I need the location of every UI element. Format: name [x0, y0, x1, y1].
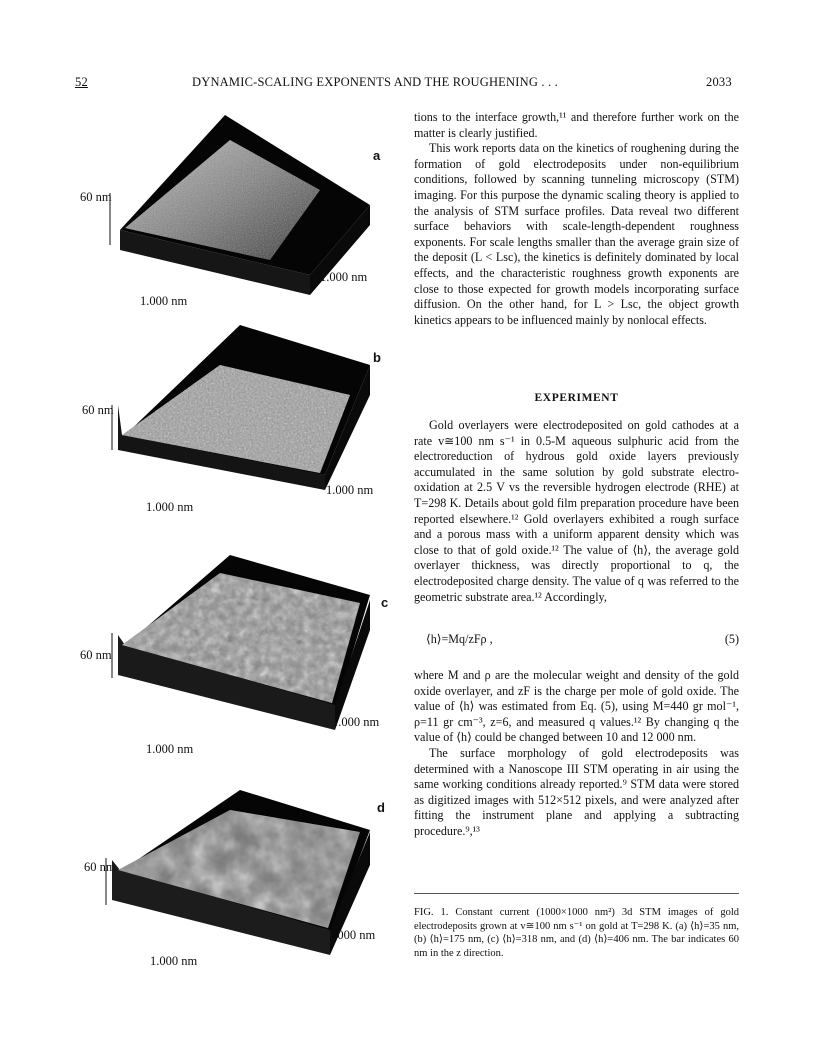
equation-number: (5) — [724, 632, 739, 646]
panel-letter-b: b — [373, 350, 381, 365]
section-heading: EXPERIMENT — [534, 392, 619, 404]
y-scale-label-d: 1.000 nm — [328, 928, 376, 942]
running-title: DYNAMIC-SCALING EXPONENTS AND THE ROUGHENING . . . — [192, 75, 559, 89]
stm-panel-d — [70, 770, 400, 980]
paragraph-5: The surface morphology of gold electrodeposits was determined with a Nanoscope III STM operating in air using the same working conditions already reported.⁹ STM data were stored as digitized images with 512×512 pixels, and were analyzed after fitting the instrument plane and applying a subtracting procedure.⁹,¹³ — [414, 745, 739, 838]
x-scale-label-c: 1.000 nm — [146, 742, 194, 756]
panel-letter-c: c — [381, 595, 389, 610]
z-bar-label-d: 60 nm — [84, 860, 116, 874]
x-scale-label-a: 1.000 nm — [140, 294, 188, 308]
y-scale-label-a: 1.000 nm — [320, 270, 368, 284]
y-scale-label-c: 1.000 nm — [332, 715, 380, 729]
z-bar-label-c: 60 nm — [80, 648, 112, 662]
stm-panel-b — [70, 325, 400, 525]
experiment-text-2 — [414, 668, 739, 840]
equation-5 — [426, 632, 739, 647]
intro-text — [414, 110, 739, 328]
panel-letter-d: d — [377, 800, 385, 815]
x-scale-label-b: 1.000 nm — [146, 500, 194, 514]
page-number-right: 2033 — [706, 75, 732, 89]
equation-body: ⟨h⟩=Mq/zFρ , — [426, 632, 493, 646]
experiment-text — [414, 418, 739, 605]
figure-caption: FIG. 1. Constant current (1000×1000 nm²) 3d STM images of gold electrodeposits grown at v≅100 nm s⁻¹ on gold at T=298 K. (a) ⟨h⟩=35 nm, (b) ⟨h⟩=175 nm, (c) ⟨h⟩=318 nm, and (d) ⟨h⟩=406 nm. The bar indicates 60 nm in the z direction. — [414, 907, 739, 959]
x-scale-label-d: 1.000 nm — [150, 954, 198, 968]
stm-panel-c — [70, 545, 400, 760]
panel-letter-a: a — [373, 148, 381, 163]
paragraph-4: where M and ρ are the molecular weight and density of the gold oxide overlayer, and zF is the charge per mole of gold oxide. The value of ⟨h⟩ was estimated from Eq. (5), using M=440 gr mol⁻¹, ρ=11 gr cm⁻³, z=6, and measured q values.¹² By changing q the value of ⟨h⟩ could be changed between 10 and 12 000 nm. — [414, 668, 739, 745]
caption-divider — [414, 893, 739, 894]
paragraph-3: Gold overlayers were electrodeposited on gold cathodes at a rate v≅100 nm s⁻¹ in 0.5-M aqueous sulphuric acid from the electroreduction of hydrous gold oxide layers previously accumulated in the same solution by gold substrate electro-oxidation at 2.5 V vs the reversible hydrogen electrode (RHE) at T=298 K. Details about gold film preparation procedure have been reported elsewhere.¹² Gold overlayers exhibited a rough surface and a porous mass with a uniform apparent density which was close to that of gold oxide.¹² The value of ⟨h⟩, the average gold overlayer thickness, was directly proportional to q, the electrodeposited charge density. The value of q was referred to the geometric substrate area.¹² Accordingly, — [414, 418, 739, 604]
paragraph-1: tions to the interface growth,¹¹ and therefore further work on the matter is clearly justified. — [414, 110, 739, 140]
page-number-left: 52 — [75, 75, 88, 89]
y-scale-label-b: 1.000 nm — [326, 483, 374, 497]
stm-panel-a — [70, 110, 400, 310]
paragraph-2: This work reports data on the kinetics of roughening during the formation of gold electrodeposits under non-equilibrium conditions, followed by scanning tunneling microscopy (STM) imaging. For this purpose the dynamic scaling theory is applied to the analysis of STM surface profiles. Data reveal two different surface behaviors with scale-length-dependent roughness exponents. For scale lengths smaller than the average grain size of the deposit (L < Lsc), the kinetics is definitely dominated by local effects, and the characteristic roughness growth exponents are close to those expected for growth models incorporating surface diffusion. On the other hand, for L > Lsc, the object growth kinetics appears to be influenced mainly by nonlocal effects. — [414, 141, 739, 327]
z-bar-label-b: 60 nm — [82, 403, 114, 417]
stm-image-d — [70, 770, 400, 980]
z-bar-label-a: 60 nm — [80, 190, 112, 204]
